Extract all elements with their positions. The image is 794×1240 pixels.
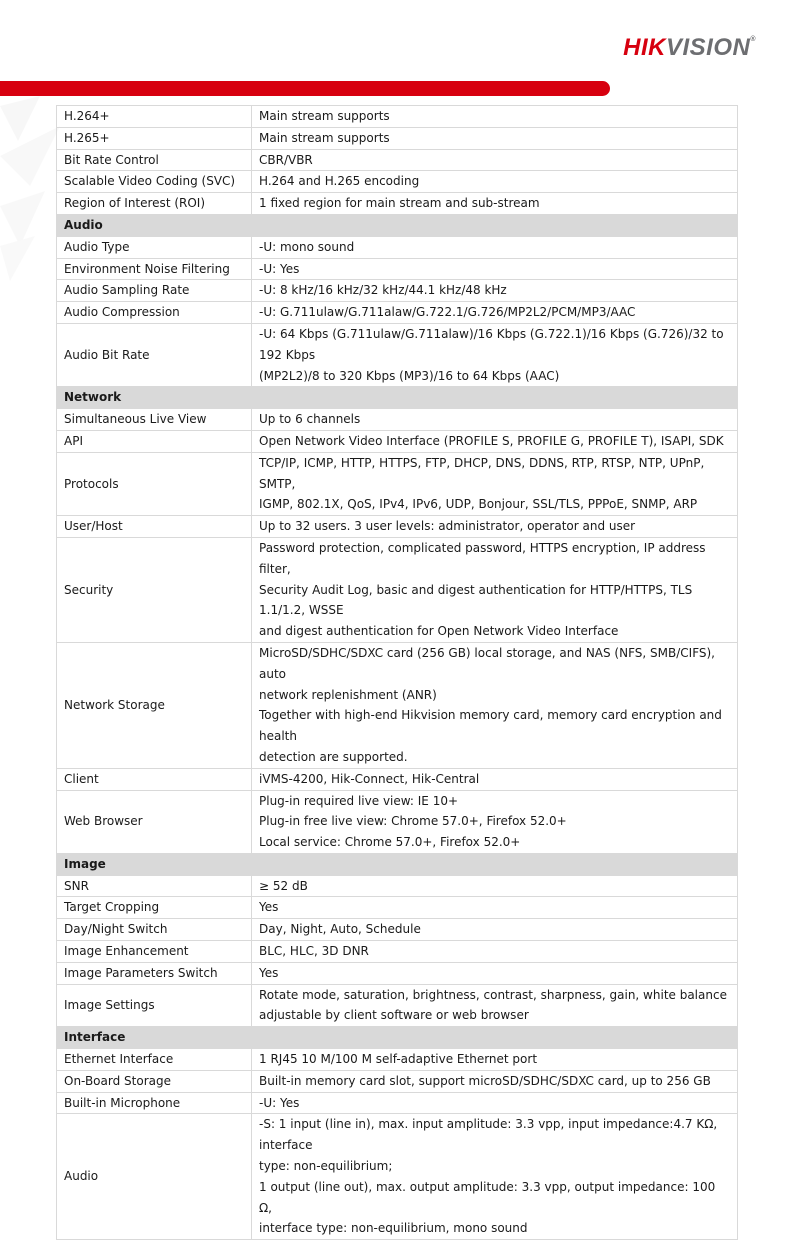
spec-value-line: (MP2L2)/8 to 320 Kbps (MP3)/16 to 64 Kbps (AAC) [259,368,560,383]
spec-label: Image Parameters Switch [57,962,252,984]
spec-value [252,258,738,280]
section-title: Image [57,853,252,875]
spec-row [57,106,738,128]
header-red-bar [0,81,610,96]
spec-value-line: Plug-in free live view: Chrome 57.0+, Firefox 52.0+ [259,814,567,829]
spec-value-line: -S: 1 input (line in), max. input amplitude: 3.3 vpp, input impedance:4.7 KΩ, interface [259,1117,718,1153]
spec-value [252,962,738,984]
spec-label: Audio Type [57,236,252,258]
spec-value-line: 1 fixed region for main stream and sub-stream [259,196,540,211]
logo-vision-text: VISION [665,34,751,61]
spec-value-line: IGMP, 802.1X, QoS, IPv4, IPv6, UDP, Bonjour, SSL/TLS, PPPoE, SNMP, ARP [259,497,698,512]
spec-value-line: Day, Night, Auto, Schedule [259,922,421,937]
spec-row [57,171,738,193]
spec-row [57,768,738,790]
spec-value-line: 1 output (line out), max. output amplitude: 3.3 vpp, output impedance: 100 Ω, [259,1179,716,1215]
spec-row [57,941,738,963]
spec-row [57,962,738,984]
spec-value-line: -U: Yes [259,1095,300,1110]
spec-row [57,1114,738,1240]
spec-value [252,193,738,215]
spec-row [57,919,738,941]
spec-value [252,302,738,324]
spec-row [57,193,738,215]
spec-label: Simultaneous Live View [57,409,252,431]
spec-value-line: CBR/VBR [259,152,313,167]
spec-label: Network Storage [57,642,252,768]
section-header-row [57,387,738,409]
spec-value-line: -U: mono sound [259,239,355,254]
spec-label: Scalable Video Coding (SVC) [57,171,252,193]
spec-row [57,302,738,324]
spec-value-line: adjustable by client software or web browser [259,1008,529,1023]
spec-value-line: network replenishment (ANR) [259,687,437,702]
spec-label: Target Cropping [57,897,252,919]
spec-row [57,236,738,258]
spec-row [57,537,738,642]
spec-value [252,516,738,538]
spec-value [252,236,738,258]
spec-value-line: -U: 8 kHz/16 kHz/32 kHz/44.1 kHz/48 kHz [259,283,507,298]
spec-label: Image Enhancement [57,941,252,963]
spec-value [252,430,738,452]
spec-label: Protocols [57,452,252,515]
spec-value [252,452,738,515]
logo-hik-text: HIK [623,34,666,61]
section-header-row [57,214,738,236]
spec-label: User/Host [57,516,252,538]
spec-value-line: iVMS-4200, Hik-Connect, Hik-Central [259,771,480,786]
spec-value-line: BLC, HLC, 3D DNR [259,944,369,959]
spec-value [252,897,738,919]
spec-value [252,1092,738,1114]
spec-value [252,537,738,642]
spec-value [252,984,738,1027]
spec-label: Environment Noise Filtering [57,258,252,280]
spec-label: SNR [57,875,252,897]
spec-value [252,171,738,193]
spec-value-line: -U: 64 Kbps (G.711ulaw/G.711alaw)/16 Kbps (G.722.1)/16 Kbps (G.726)/32 to 192 Kbps [259,326,724,362]
spec-row [57,897,738,919]
spec-row [57,790,738,853]
spec-value [252,642,738,768]
spec-row [57,430,738,452]
spec-label: H.265+ [57,127,252,149]
spec-row [57,1049,738,1071]
spec-label: Web Browser [57,790,252,853]
spec-label: Bit Rate Control [57,149,252,171]
spec-value [252,1049,738,1071]
spec-row [57,516,738,538]
spec-label: On-Board Storage [57,1070,252,1092]
hikvision-logo [623,34,756,62]
spec-row [57,1092,738,1114]
spec-value-line: Plug-in required live view: IE 10+ [259,793,459,808]
spec-value [252,149,738,171]
spec-label: H.264+ [57,106,252,128]
spec-value-line: Main stream supports [259,109,390,123]
specification-table [56,105,738,1240]
spec-value-line: Main stream supports [259,130,390,145]
spec-row [57,323,738,386]
spec-value [252,1114,738,1240]
spec-value-line: 1 RJ45 10 M/100 M self-adaptive Ethernet port [259,1052,538,1067]
spec-value-line: Together with high-end Hikvision memory card, memory card encryption and health [259,708,722,744]
section-title: Network [57,387,252,409]
spec-value-line: interface type: non-equilibrium, mono sound [259,1221,528,1236]
spec-value [252,323,738,386]
section-header-row [57,853,738,875]
spec-value-line: and digest authentication for Open Network Video Interface [259,624,619,639]
spec-label: Audio Sampling Rate [57,280,252,302]
section-header-row [57,1027,738,1049]
spec-value-line: Up to 6 channels [259,412,361,427]
spec-value [252,127,738,149]
spec-value-line: Built-in memory card slot, support microSD/SDHC/SDXC card, up to 256 GB [259,1073,711,1088]
spec-value [252,941,738,963]
spec-value [252,409,738,431]
spec-label: Audio Bit Rate [57,323,252,386]
spec-row [57,984,738,1027]
section-spacer [252,387,738,409]
spec-value-line: Yes [259,965,279,980]
spec-value-line: TCP/IP, ICMP, HTTP, HTTPS, FTP, DHCP, DNS, DDNS, RTP, RTSP, NTP, UPnP, SMTP, [259,455,705,491]
spec-row [57,258,738,280]
spec-value-line: Yes [259,900,279,915]
spec-value-line: -U: G.711ulaw/G.711alaw/G.722.1/G.726/MP2L2/PCM/MP3/AAC [259,305,636,320]
spec-value [252,280,738,302]
spec-label: Region of Interest (ROI) [57,193,252,215]
section-spacer [252,1027,738,1049]
spec-label: Built-in Microphone [57,1092,252,1114]
spec-row [57,875,738,897]
spec-value-line: detection are supported. [259,749,408,764]
spec-value-line: -U: Yes [259,261,300,276]
spec-value-line: ≥ 52 dB [259,878,308,893]
spec-label: Client [57,768,252,790]
spec-row [57,1070,738,1092]
spec-row [57,642,738,768]
spec-row [57,149,738,171]
registered-mark: ® [750,36,756,43]
spec-label: Day/Night Switch [57,919,252,941]
spec-value-line: Open Network Video Interface (PROFILE S, PROFILE G, PROFILE T), ISAPI, SDK [259,433,724,448]
spec-row [57,452,738,515]
spec-label: Image Settings [57,984,252,1027]
spec-value-line: MicroSD/SDHC/SDXC card (256 GB) local storage, and NAS (NFS, SMB/CIFS), auto [259,645,715,681]
spec-value [252,768,738,790]
spec-value-line: Security Audit Log, basic and digest authentication for HTTP/HTTPS, TLS 1.1/1.2, WSSE [259,582,693,618]
spec-value [252,1070,738,1092]
spec-row [57,280,738,302]
section-spacer [252,214,738,236]
spec-value-line: type: non-equilibrium; [259,1159,393,1174]
section-title: Interface [57,1027,252,1049]
spec-row [57,127,738,149]
spec-value-line: H.264 and H.265 encoding [259,174,420,189]
spec-label: Ethernet Interface [57,1049,252,1071]
spec-value [252,790,738,853]
spec-label: Audio Compression [57,302,252,324]
spec-value [252,919,738,941]
section-spacer [252,853,738,875]
spec-label: Security [57,537,252,642]
spec-label: Audio [57,1114,252,1240]
spec-value-line: Rotate mode, saturation, brightness, contrast, sharpness, gain, white balance [259,987,727,1002]
spec-value [252,106,738,128]
spec-label: API [57,430,252,452]
spec-value-line: Up to 32 users. 3 user levels: administrator, operator and user [259,519,636,534]
spec-row [57,409,738,431]
spec-value [252,875,738,897]
spec-value-line: Local service: Chrome 57.0+, Firefox 52.0+ [259,835,521,850]
section-title: Audio [57,214,252,236]
spec-value-line: Password protection, complicated password, HTTPS encryption, IP address filter, [259,540,706,576]
